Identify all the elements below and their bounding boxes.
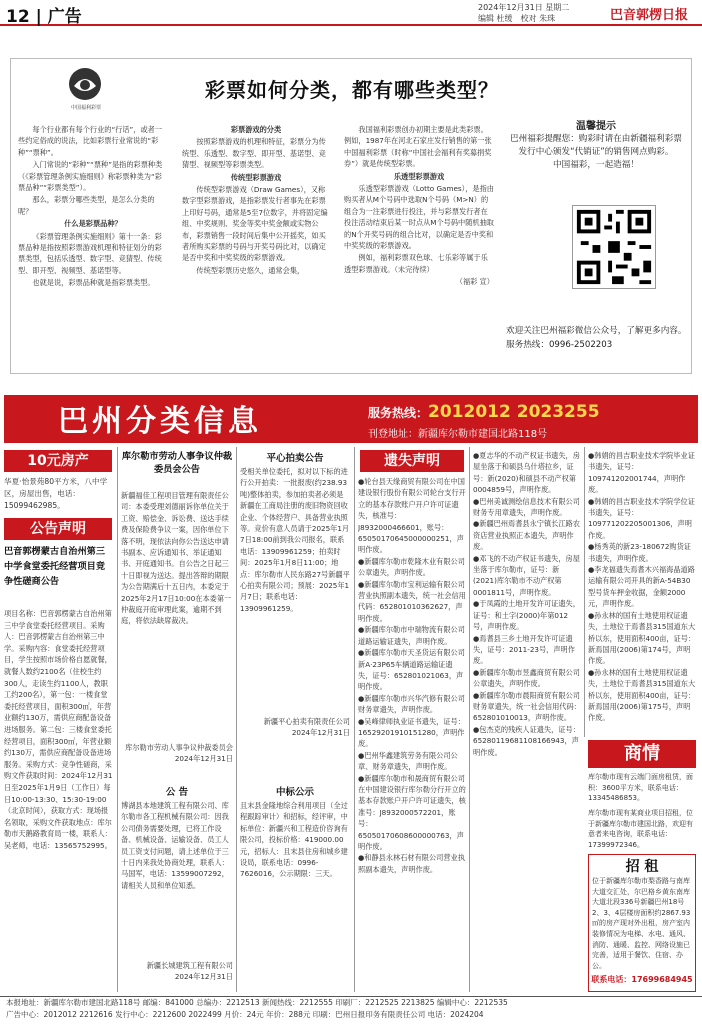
auction-body: 受相关单位委托，拟对以下标的进行公开拍卖：一批报废(约238.93吨)整体拍卖，参加拍卖者必须是新疆在工商局注册的废旧物资回收企业、个体经营户、具备营业执照等。竞价有意人员请于2025年1月7日18:00前到我公司报名，联系电话：13909961259；拍卖时间：2025年1月8日11:00；地点：库尔勒市人民东路27号新疆平心拍卖有限公司；预展：2025年1月7日；联系电话：13909961259。 [240,467,350,613]
page-number: 12 | 广告 [6,7,82,27]
house-ad: 华夏·怡景苑80平方米，八中学区，房屋出售，电话：15099462985。 [4,477,108,510]
bid-body: 且末县金隆地综合利用项目（全过程跟踪审计）和招标，经评审，中标单位：新疆兴和工程造价咨询有限公司，投标价格：419000.00元，招标人：且末县住房和城乡建设局，联系电话：0996-7626016，公示期限：三天。 [240,801,348,879]
paper-logo: 巴音郭楞日报 [610,8,689,23]
lottery-logo-text: 中国福利彩票 [70,105,101,111]
qr-code-icon [572,205,656,289]
banner-hotline: 服务热线：2012012 2023255 [368,402,600,422]
arbitration-sign: 库尔勒市劳动人事争议仲裁委员会 2024年12月31日 [125,743,233,764]
article-col-3: 我国福利彩票创办初期主要是此类彩票。例如，1987年在河北石家庄发行销售的第一张中国福利彩票（时称“中国社会福利有奖募捐奖券”）就是传统型彩票。 乐透型彩票游戏 乐透型彩票游戏（Lotto Games），是指由购买者从M个号码中选取N个号码（M>N）的组合为一注彩票进行投注，并与彩票发行者在投注活动结束后某一时点从M个号码中随机抽取的N个开奖号码的组合比对，以确定是否中奖和中奖奖级的彩票游戏。 例如，福利彩票双色球、七乐彩等属于乐透型彩票游戏。（未完待续） （福彩 宣） [344,125,494,287]
notice2-head: 公 告 [165,787,189,798]
divider [469,447,470,992]
arbitration-head: 库尔勒市劳动人事争议仲裁委员会公告 [121,451,233,475]
lost-col-2: ●夏志华的不动产权证书遗失，房屋坐落于和硕县乌什塔拉乡，证号：新(2020)和硕县不动产权第0004859号，声明作废。 ●巴州美诚测绘信息技术有限公司财务专用章遗失，声明作废。 ●新疆巴州焉耆县永宁镇长江路农资店营业执照正本遗失，声明作废。 ●邓飞的不动产权证书遗失，房屋坐落于库尔勒市，证号：新(2021)库尔勒市不动产权第0001811号，声明作废。 ●于凤霞的土地开发许可证遗失，证号：和土字(2000)年第012号，声明作废。 ●焉耆县三乡土地开发许可证遗失，证号：2011-23号，声明作废。 ●新疆库尔勒市昱鑫商贸有限公司公章遗失，声明作废。 ●新疆库尔勒市晨阳商贸有限公司财务章遗失，统一社会信用代码：652801010013，声明作废。 ●包杰克的残疾人证遗失，证号：65280119681108166943，声明作废。 [473,451,581,757]
notice-body: 项目名称：巴音郭楞蒙古自治州第三中学食堂委托经营项目。采购人：巴音郭楞蒙古自治州第三中学。采购内容：食堂委托经营项目，学生按照市场价格自愿就餐，就餐人数约2100名（住校生约300人，走读生约1100人，教职工约200名），第一包：一楼食堂委托经营项目，面积300㎡，年营业额约130万，需供应商配备设备进场服务。第二包：三楼食堂委托经营项目，面积300㎡，年营业额约130万，需供应商配备设备进场服务。采购方式：竞争性磋商，采购文件获取时间：2024年12月31日至2025年1月9日（工作日）每日10:00-13:30、15:30-19:00（北京时间），获取方式：现场报名领取，采购文件获取地点：库尔勒市天鹅路教育局一楼，联系人：吴老师，电话：13565752995。 [4,609,113,850]
banner-title: 巴州分类信息 [58,404,262,439]
issue-date: 2024年12月31日 星期二 [478,3,570,12]
article-col-1: 每个行业都有每个行业的“行话”，或者一些约定俗成的说法，比如彩票行业常说的“彩种”“票种”。 入门常说的“彩种”“票种”是指的彩票种类（《彩票管理条例实施细则》称彩票种类为“彩票品种”“彩票类型”）。 那么，彩票分哪些类型，是怎么分类的呢？ 什么是彩票品种？ 《彩票管理条例实施细则》第十一条：彩票品种是指按照彩票游戏机理和特征划分的彩票类型，包括乐透型、数字型、竞猜型、传统型、即开型、视频型、基诺型等。 也就是说，彩票品种就是指彩票类型。 [18,125,163,288]
auction-sign: 新疆平心拍卖有限责任公司 2024年12月31日 [263,717,350,738]
tips-slogan: 中国福彩，一起造福！ [553,160,639,170]
divider [236,447,237,992]
proofreader: 校对 朱珠 [520,14,556,23]
banner-address: 刊登地址：新疆库尔勒市建国北路118号 [368,429,548,440]
rent-head: 招 租 [625,859,659,875]
auction-head: 平心拍卖公告 [266,453,324,464]
divider [117,447,118,992]
lost-col-3: ●韩娟的昌吉职业技术学院毕业证书遗失，证号：109741202001744，声明作废。 ●韩娟的昌吉职业技术学院学位证书遗失，证号：109771202205001306，声明作废。 ●杨秀英的新23-180672购货证书遗失，声明作废。 ●李龙福遗失焉耆木兴福海晶道路运输有限公司开具的新A-54B30型号货车押金收据，金额2000元，声明作废。 ●孙永林的国有土地使用权证遗失，土地位于焉耆县315国道东大桥以东，使用面积400亩，证号：新焉国用(2006)第174号，声明作废。 ●孙永林的国有土地使用权证遗失，土地位于焉耆县315国道东大桥以东，使用面积400亩，证号：新焉国用(2006)第175号，声明作废。 [588,451,696,723]
footer-line-1: 本报地址：新疆库尔勒市建国北路118号 邮编：841000 总编办：2212513 新闻热线：2212555 印刷厂：2212525 2213825 编辑中心：2212535 [6,998,508,1007]
notice-head: 公告声明 [4,518,112,540]
lost-col-1: ●轮台县天缘商贸有限公司在中国建设银行股份有限公司轮台支行开立的基本存款账户开户许可证遗失，核准号：J8932000466601，账号：65050170645000000251，声明作废。 ●新疆库尔勒市乾隆木业有限公司公章遗失，声明作废。 ●新疆库尔勒市宝利运输有限公司营业执照副本遗失，统一社会信用代码：652801010362627，声明作废。 ●新疆库尔勒市中瑞物流有限公司道路运输证遗失，声明作废。 ●新疆库尔勒市天圣货运有限公司新A·23P65车辆道路运输证遗失，证号：652801021063，声明作废。 ●新疆库尔勒市兴华汽修有限公司财务章遗失，声明作废。 ●吴峰律师执业证书遗失，证号：16529201910151280，声明作废。 ●巴州华鑫建筑劳务有限公司公章、财务章遗失，声明作废。 ●新疆库尔勒市和晟商贸有限公司在中国建设银行库尔勒分行开立的基本存款账户开户许可证遗失，核准号：J8932000572201，账号：65050170608600000763，声明作废。 ●和静县永林石材有限公司营业执照副本遗失，声明作废。 [358,477,466,874]
notice-title: 巴音郭楞蒙古自治州第三中学食堂委托经营项目竞争性磋商公告 [4,546,106,587]
article-title: 彩票如何分类，都有哪些类型？ [205,78,499,102]
house-ad-head: 10元房产 [4,450,112,472]
footer-line-2: 广告中心：2012012 2212616 发行中心：2212600 2022499 月价：24元 年价：288元 印刷：巴州日报印务有限责任公司 电话：2024204 [6,1010,484,1019]
business-ad-1: 库尔勒市现有云端门面房租赁，面积：3600平方米，联系电话：13345486853。 [588,773,693,802]
article-col-2: 彩票游戏的分类 按照彩票游戏的机理和特征，彩票分为传统型、乐透型、数字型、即开型、基诺型、竞猜型、视频型等彩票类型。 传统型彩票游戏 传统型彩票游戏（Draw Games），又称数字型彩票游戏，是指彩票发行者事先在彩票上印好号码，通常是5至7位数字，并将固定编组、中奖规则、奖金等奖中奖金额或实物公布，彩票销售一段时间后集中公开摇奖，如买者所购买彩票的号码与开奖号码比对，以确定是否中奖和中奖奖级的彩票游戏。 传统型彩票历史悠久，通常会集， [182,125,328,275]
rent-phone: 联系电话：17699684945 [591,975,693,984]
editor: 编辑 杜缓 [478,14,513,23]
arbitration-body: 新疆福佳工程项目管理有限责任公司：本委受理刘德丽诉你单位关于工资、赔偿金、诉讼费、送达手续费及保险费争议一案，因你单位下落不明，现依法向你公告送达申请书副本、应诉通知书、举证通知书、开庭通知书。自公告之日起三十日即视为送达。提出答辩的期限为公告期满后十五日内，本委定于2025年2月17日10:00在本委第一仲裁庭开庭审理此案，逾期不到庭，将依法缺席裁决。 [121,491,232,626]
tips-box [506,120,686,200]
header-meta [478,2,569,24]
tips-head: 温馨提示 [576,121,616,132]
page-footer [0,996,702,1024]
notice2-sign: 新疆长城建筑工程有限公司 2024年12月31日 [146,961,233,982]
business-ad-2: 库尔勒市现有某商业项目招租，位于新疆库尔勒市建国北路，欢迎有意者来电咨询，联系电话：17399972346。 [588,809,693,849]
rent-body: 位于新疆库尔勒市梨香路与南库大道交汇处，尔巴格乡黄东南库大道北段336号新疆巴州18号2、3、4层楼房面积约2867.93㎡的房产现对外出租，房产室内装修情况为电梯、水电、通风、消防、通暖、监控、网络设施已完善，适用于餐饮、住宿、办公。 [592,877,691,970]
divider [584,447,585,737]
notice2-body: 博湖县本地建筑工程有限公司、库尔勒市各工程机械有限公司：因我公司债务需要处理，已将工作设备、机械设备、运输设备、员工人员工资支付问题，请上述单位于三十日内来我处协商处理，联系人：马国军，电话：13599007292，请相关人员和单位知悉。 [121,801,229,890]
divider [354,447,355,992]
bid-head: 中标公示 [275,787,314,798]
lottery-hotline: 服务热线：0996-2502203 [506,340,613,350]
lost-head: 遗失声明 [360,450,464,472]
business-head: 商情 [588,740,696,768]
page-header [0,0,702,26]
welfare-lottery-logo-icon [62,66,108,106]
tips-text: 巴州福彩提醒您：购彩时请在由新疆福利彩票发行中心颁发“代销证”的销售网点购彩。 [510,134,682,157]
qr-caption-box [506,324,688,352]
qr-caption: 欢迎关注巴州福彩微信公众号，了解更多内容。 [506,326,687,336]
